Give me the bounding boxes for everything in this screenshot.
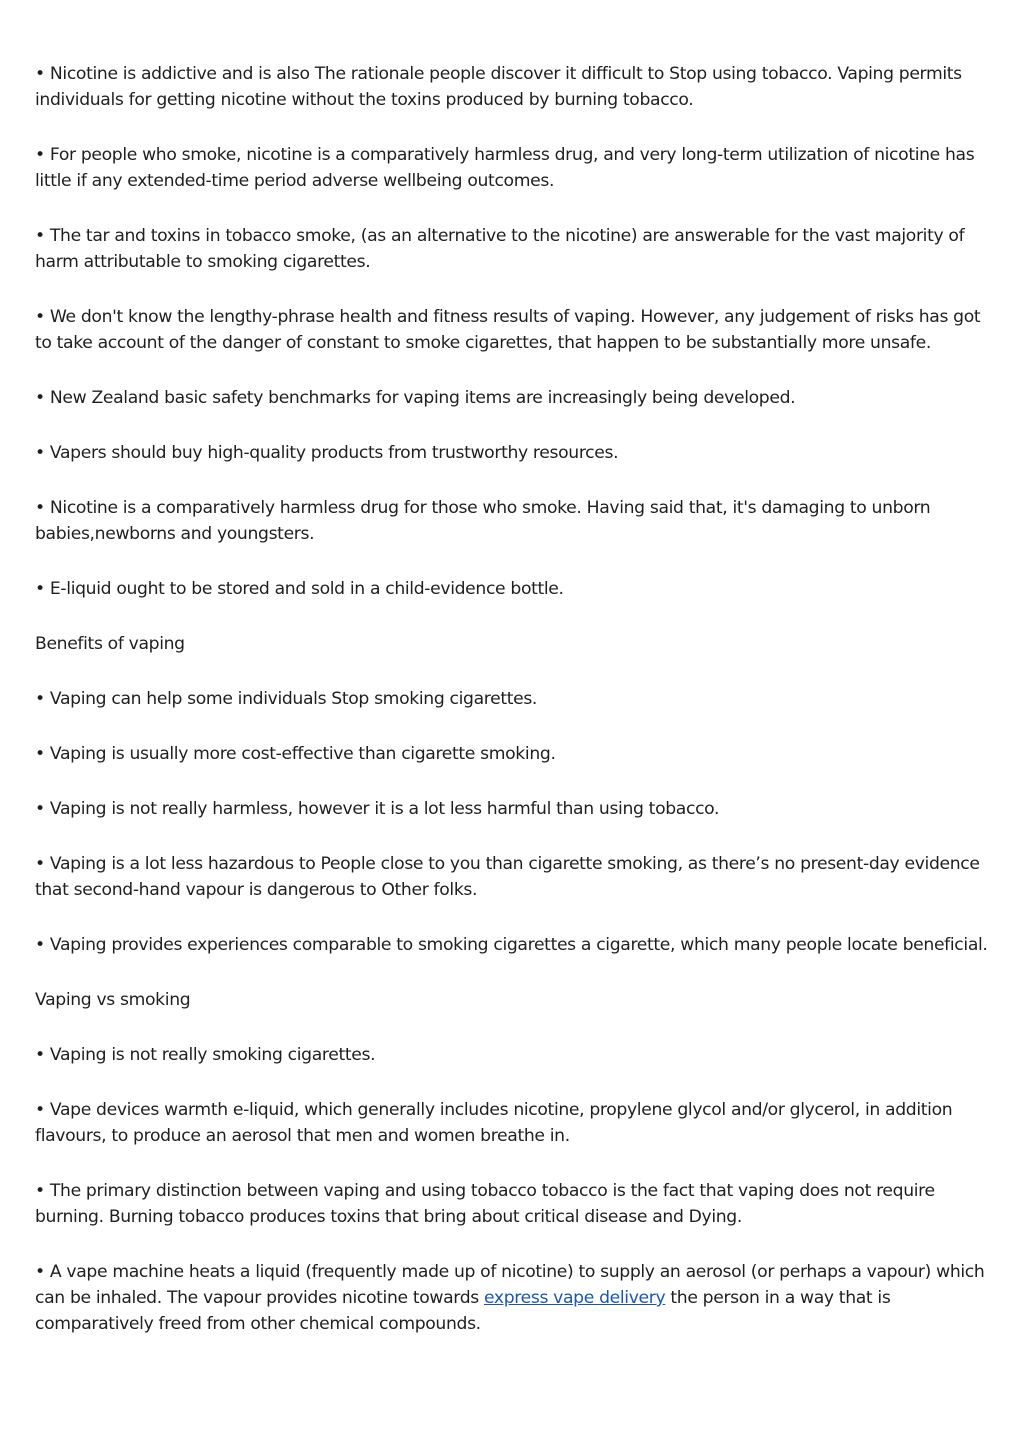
paragraph-buy-quality: • Vapers should buy high-quality products from trustworthy resources. (35, 443, 619, 463)
paragraph-cost-effective: • Vaping is usually more cost-effective than cigarette smoking. (35, 744, 556, 764)
paragraph-help-quit: • Vaping can help some individuals Stop smoking cigarettes. (35, 689, 538, 709)
paragraph-less-harmful: • Vaping is not really harmless, however it is a lot less harmful than using tobacco. (35, 799, 720, 819)
paragraph-text-before-link: • A vape machine heats a liquid (frequently made up of nicotine) to supply an aerosol (or perhaps a vapour) which can be inhaled. The vapour provides nicotine towards (35, 1262, 985, 1308)
paragraph-vape-devices: • Vape devices warmth e-liquid, which generally includes nicotine, propylene glycol and/or glycerol, in addition flavours, to produce an aerosol that men and women breathe in. (35, 1100, 953, 1146)
paragraph-tar-toxins: • The tar and toxins in tobacco smoke, (as an alternative to the nicotine) are answerable for the vast majority of harm attributable to smoking cigarettes. (35, 226, 965, 272)
paragraph-nicotine-addictive: • Nicotine is addictive and is also The rationale people discover it difficult to Stop using tobacco. Vaping permits individuals for getting nicotine without the toxins produced by burning tobacco. (35, 64, 962, 110)
paragraph-nicotine-damaging: • Nicotine is a comparatively harmless drug for those who smoke. Having said that, it's damaging to unborn babies,newborns and youngsters. (35, 498, 931, 544)
paragraph-not-smoking: • Vaping is not really smoking cigarettes. (35, 1045, 376, 1065)
paragraph-nz-standards: • New Zealand basic safety benchmarks for vaping items are increasingly being developed. (35, 388, 796, 408)
paragraph-text-after-link: the person in a way that is comparatively freed from other chemical compounds. (35, 1288, 891, 1334)
paragraph-second-hand-vapour: • Vaping is a lot less hazardous to People close to you than cigarette smoking, as there’s no present-day evidence that second-hand vapour is dangerous to Other folks. (35, 854, 980, 900)
paragraph-nicotine-harmless: • For people who smoke, nicotine is a comparatively harmless drug, and very long-term utilization of nicotine has little if any extended-time period adverse wellbeing outcomes. (35, 145, 975, 191)
paragraph-eliquid-storage: • E-liquid ought to be stored and sold in a child-evidence bottle. (35, 579, 564, 599)
paragraph-long-term-effects: • We don't know the lengthy-phrase health and fitness results of vaping. However, any judgement of risks has got to take account of the danger of constant to smoke cigarettes, that happen to be substantially more unsafe. (35, 307, 981, 353)
express-vape-delivery-link[interactable]: express vape delivery (483, 1288, 666, 1308)
paragraph-comparable-experience: • Vaping provides experiences comparable to smoking cigarettes a cigarette, which many people locate beneficial. (35, 935, 988, 955)
paragraph-primary-distinction: • The primary distinction between vaping and using tobacco tobacco is the fact that vaping does not require burning. Burning tobacco produces toxins that bring about critical disease and Dying. (35, 1181, 935, 1227)
document-body (35, 61, 995, 1366)
heading-benefits-of-vaping: Benefits of vaping (35, 634, 185, 654)
paragraph-vape-machine (35, 1259, 995, 1337)
heading-vaping-vs-smoking: Vaping vs smoking (35, 990, 191, 1010)
